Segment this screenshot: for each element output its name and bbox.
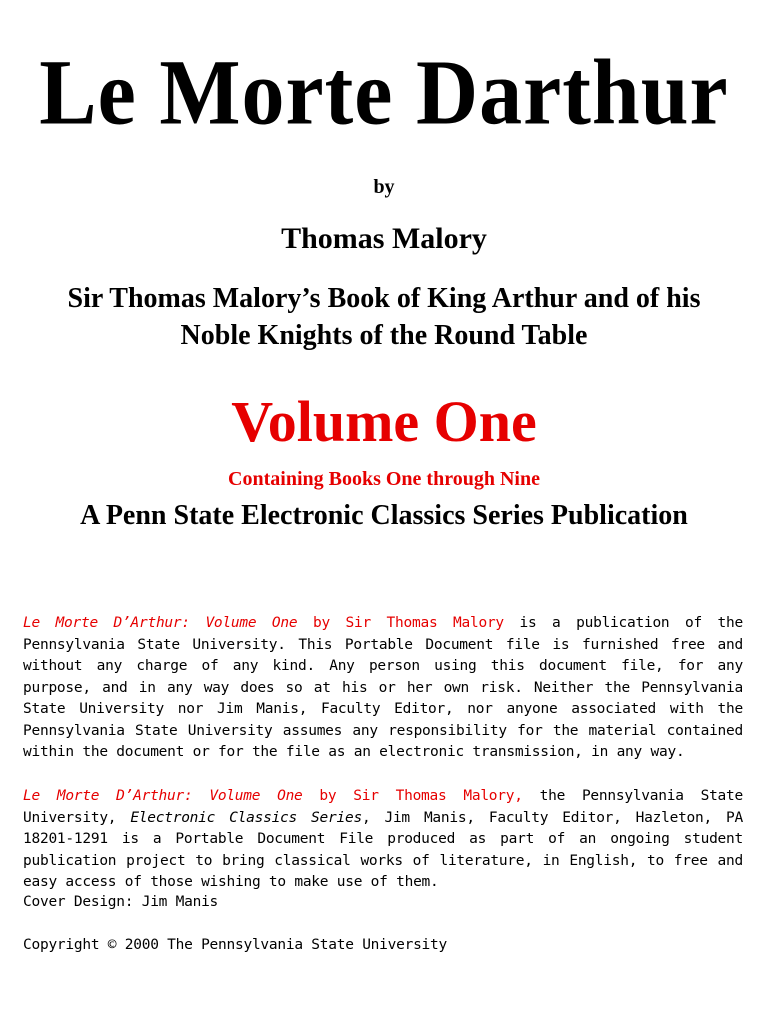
notice-book-title: Le Morte D’Arthur: Volume One: [23, 615, 298, 631]
series-notice: [23, 786, 743, 894]
volume-title: Volume One: [231, 389, 537, 454]
series-author: by Sir Thomas Malory,: [302, 788, 523, 804]
book-title: Le Morte Darthur: [39, 40, 729, 144]
subtitle-line-1: Sir Thomas Malory’s Book of King Arthur and of his: [67, 283, 701, 314]
copyright-notice: Copyright © 2000 The Pennsylvania State University: [23, 937, 447, 953]
series-name: Electronic Classics Series: [130, 809, 362, 826]
publication-notice: [23, 613, 743, 764]
cover-design-credit: Cover Design: Jim Manis: [23, 894, 219, 910]
by-label: by: [373, 176, 395, 198]
series-title: A Penn State Electronic Classics Series Publication: [80, 500, 688, 531]
notice-text: is a publication of the Pennsylvania State University. This Portable Document file is furnished free and without any charge of any kind. Any person using this document file, for any purpose, and in any way does so at his or her own risk. Neither the Pennsylvania State University nor Jim Manis, Faculty Editor, nor anyone associated with the Pennsylvania State University assumes any responsibility for the material contained within the document or for the file as an electronic transmission, in any way.: [23, 615, 743, 760]
containing-books: Containing Books One through Nine: [228, 468, 540, 490]
author-name: Thomas Malory: [281, 222, 487, 255]
subtitle-line-2: Noble Knights of the Round Table: [180, 320, 588, 351]
series-text: , Jim Manis, Faculty Editor, Hazleton, PA 18201-1291 is a Portable Document File produced as part of an ongoing student publication project to bring classical works of literature, in English, to free and easy access of those wishing to make use of them.: [23, 809, 743, 890]
book-subtitle: [0, 280, 768, 354]
series-book-title: Le Morte D’Arthur: Volume One: [23, 788, 303, 804]
notice-author: by Sir Thomas Malory: [297, 615, 504, 631]
series-mid-text: the Pennsylvania State University,: [23, 788, 743, 826]
